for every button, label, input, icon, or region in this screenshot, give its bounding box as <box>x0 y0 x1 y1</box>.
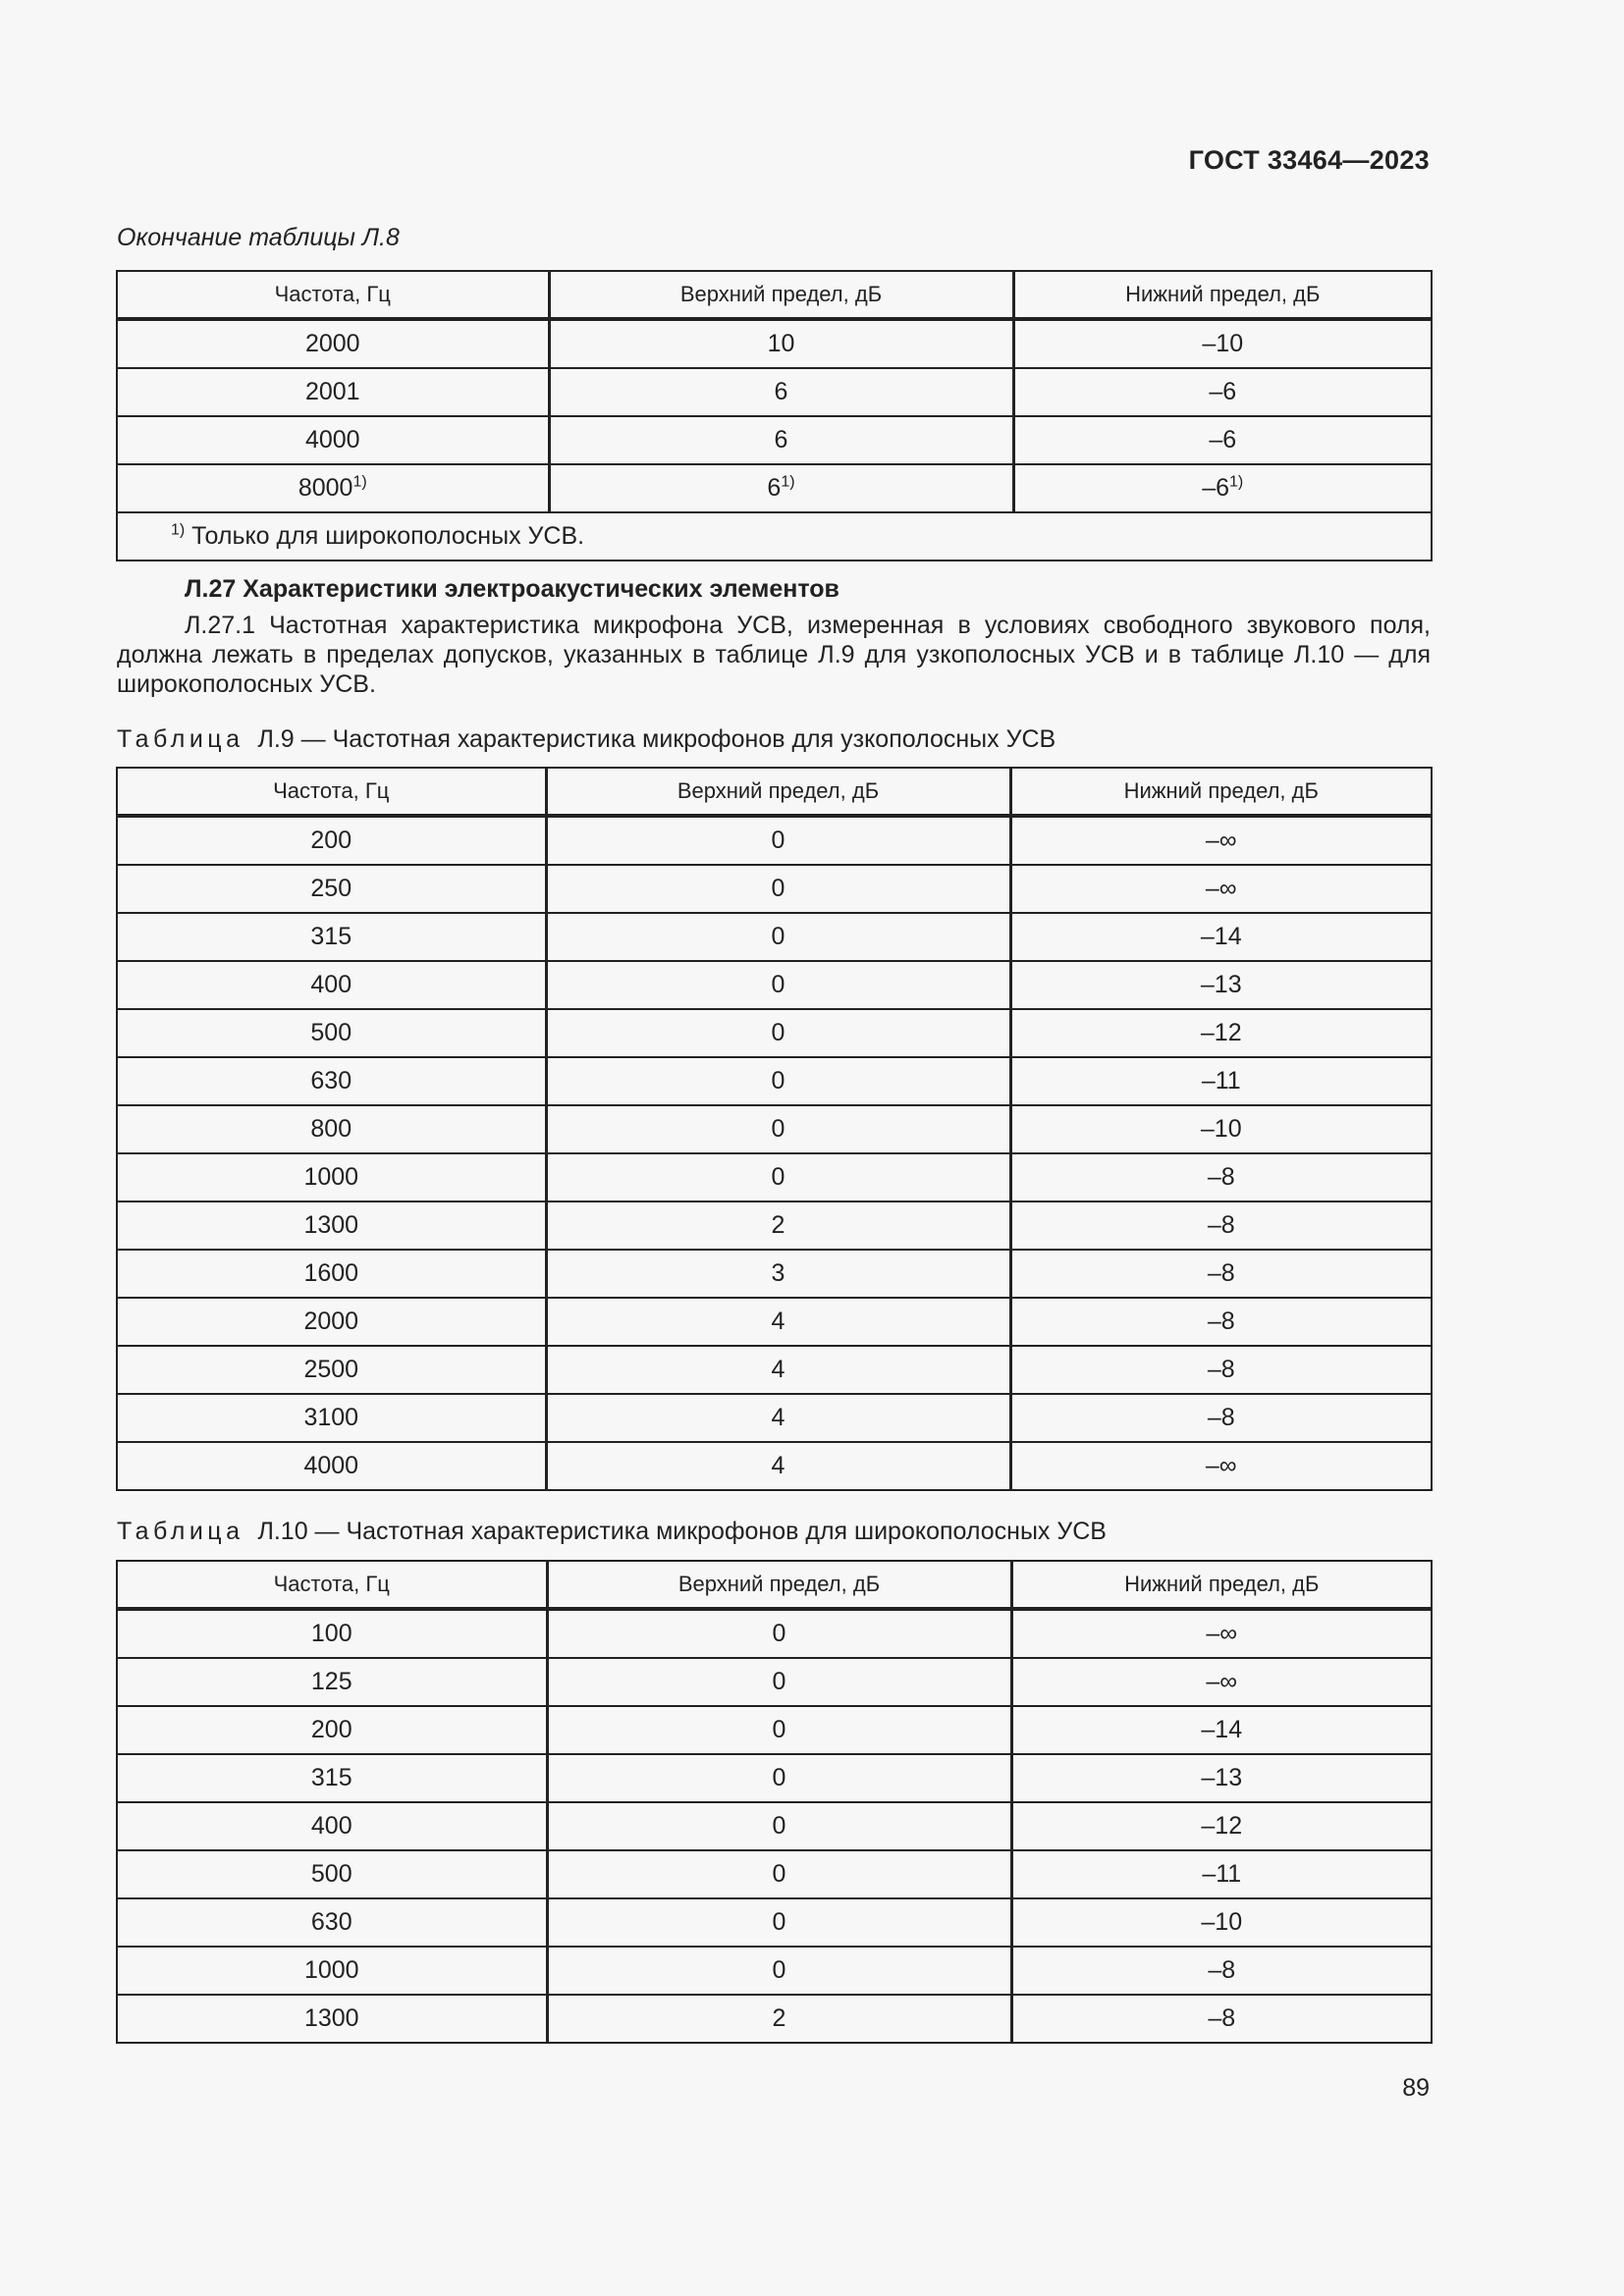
cell-lower-limit: –8 <box>1011 1947 1432 1995</box>
table-row <box>117 1850 1432 1898</box>
table-row <box>117 1250 1432 1298</box>
cell-upper-limit: 4 <box>546 1298 1010 1346</box>
table-row <box>117 1609 1432 1658</box>
cell-upper-limit: 6 <box>549 416 1013 464</box>
table-row <box>117 865 1432 913</box>
cell-upper-limit: 2 <box>546 1201 1010 1250</box>
table-row <box>117 319 1432 368</box>
cell-lower-limit: –10 <box>1010 1105 1432 1153</box>
table-row <box>117 816 1432 865</box>
column-header-lower-limit: Нижний предел, дБ <box>1011 1561 1432 1609</box>
table-l8-end <box>116 270 1433 561</box>
cell-lower-limit: –12 <box>1010 1009 1432 1057</box>
caption-title: Л.9 — Частотная характеристика микрофонов для узкополосных УСВ <box>257 725 1056 753</box>
cell-lower-limit: –11 <box>1011 1850 1432 1898</box>
caption-label: Таблица <box>117 1518 244 1545</box>
cell-frequency: 400 <box>117 1802 547 1850</box>
column-header-lower-limit: Нижний предел, дБ <box>1010 768 1432 816</box>
cell-upper-limit: 0 <box>546 865 1010 913</box>
cell-frequency: 315 <box>117 913 546 961</box>
cell-frequency: 1600 <box>117 1250 546 1298</box>
cell-upper-limit: 0 <box>547 1706 1011 1754</box>
table-row <box>117 1947 1432 1995</box>
cell-frequency: 2000 <box>117 1298 546 1346</box>
cell-upper-limit: 10 <box>549 319 1013 368</box>
table-row <box>117 1105 1432 1153</box>
cell-lower-limit: –8 <box>1010 1153 1432 1201</box>
cell-frequency: 4000 <box>117 1442 546 1490</box>
cell-frequency: 315 <box>117 1754 547 1802</box>
table-row <box>117 1658 1432 1706</box>
table-row <box>117 1057 1432 1105</box>
cell-frequency: 200 <box>117 1706 547 1754</box>
table-row <box>117 961 1432 1009</box>
table-row <box>117 1346 1432 1394</box>
cell-upper-limit: 0 <box>546 1153 1010 1201</box>
cell-upper-limit: 6 <box>549 368 1013 416</box>
table-row <box>117 1802 1432 1850</box>
cell-lower-limit: –8 <box>1011 1995 1432 2043</box>
cell-frequency: 1000 <box>117 1153 546 1201</box>
cell-lower-limit: –8 <box>1010 1201 1432 1250</box>
table-row <box>117 1009 1432 1057</box>
document-code: ГОСТ 33464—2023 <box>1188 145 1430 175</box>
cell-lower-limit: –10 <box>1013 319 1432 368</box>
cell-lower-limit: –10 <box>1011 1898 1432 1947</box>
footnote-mark: 1) <box>352 473 367 491</box>
footnote-mark: 1) <box>171 521 186 539</box>
cell-upper-limit: 0 <box>546 961 1010 1009</box>
cell-lower-limit: –8 <box>1010 1394 1432 1442</box>
cell-upper-limit: 0 <box>547 1850 1011 1898</box>
table-l8-continuation-caption: Окончание таблицы Л.8 <box>117 224 400 251</box>
cell-frequency: 2000 <box>117 319 549 368</box>
cell-frequency: 800 <box>117 1105 546 1153</box>
table-row <box>117 1153 1432 1201</box>
table-row <box>117 1394 1432 1442</box>
table-row <box>117 913 1432 961</box>
column-header-upper-limit: Верхний предел, дБ <box>547 1561 1011 1609</box>
cell-frequency: 3100 <box>117 1394 546 1442</box>
cell-lower-limit: –∞ <box>1010 865 1432 913</box>
cell-upper-limit: 0 <box>547 1609 1011 1658</box>
column-header-frequency: Частота, Гц <box>117 768 546 816</box>
cell-frequency: 630 <box>117 1898 547 1947</box>
column-header-frequency: Частота, Гц <box>117 271 549 319</box>
cell-frequency: 2001 <box>117 368 549 416</box>
table-row <box>117 1995 1432 2043</box>
cell-upper-limit-footnoted <box>549 464 1013 512</box>
table-row <box>117 1898 1432 1947</box>
cell-value: 6 <box>767 474 782 502</box>
table-l9 <box>116 767 1433 1491</box>
table-row <box>117 1706 1432 1754</box>
cell-lower-limit: –8 <box>1010 1298 1432 1346</box>
section-paragraph <box>117 611 1431 699</box>
cell-lower-limit: –∞ <box>1011 1609 1432 1658</box>
cell-lower-limit: –13 <box>1011 1754 1432 1802</box>
table-row <box>117 368 1432 416</box>
cell-upper-limit: 0 <box>546 1105 1010 1153</box>
cell-frequency: 200 <box>117 816 546 865</box>
cell-upper-limit: 2 <box>547 1995 1011 2043</box>
cell-frequency: 1000 <box>117 1947 547 1995</box>
cell-frequency: 250 <box>117 865 546 913</box>
table-l10-caption <box>117 1518 1107 1546</box>
cell-frequency-footnoted <box>117 464 549 512</box>
cell-upper-limit: 0 <box>547 1658 1011 1706</box>
cell-upper-limit: 4 <box>546 1442 1010 1490</box>
cell-upper-limit: 4 <box>546 1394 1010 1442</box>
cell-upper-limit: 0 <box>547 1802 1011 1850</box>
table-footnote-row <box>117 512 1432 561</box>
column-header-frequency: Частота, Гц <box>117 1561 547 1609</box>
cell-lower-limit: –13 <box>1010 961 1432 1009</box>
column-header-upper-limit: Верхний предел, дБ <box>549 271 1013 319</box>
cell-lower-limit: –14 <box>1010 913 1432 961</box>
table-footnote <box>117 512 1432 561</box>
cell-lower-limit: –14 <box>1011 1706 1432 1754</box>
cell-lower-limit: –8 <box>1010 1346 1432 1394</box>
table-l9-caption <box>117 725 1056 754</box>
column-header-upper-limit: Верхний предел, дБ <box>546 768 1010 816</box>
cell-lower-limit: –12 <box>1011 1802 1432 1850</box>
cell-lower-limit: –6 <box>1013 416 1432 464</box>
cell-upper-limit: 0 <box>547 1754 1011 1802</box>
cell-frequency: 1300 <box>117 1201 546 1250</box>
cell-lower-limit-footnoted <box>1013 464 1432 512</box>
cell-frequency: 400 <box>117 961 546 1009</box>
footnote-mark: 1) <box>1229 473 1244 491</box>
cell-upper-limit: 0 <box>547 1898 1011 1947</box>
cell-frequency: 2500 <box>117 1346 546 1394</box>
table-row <box>117 1298 1432 1346</box>
cell-upper-limit: 0 <box>546 913 1010 961</box>
cell-upper-limit: 0 <box>546 1009 1010 1057</box>
paragraph-text: Л.27.1 Частотная характеристика микрофона УСВ, измеренная в условиях свободного звукового поля, должна лежать в пределах допусков, указанных в таблице Л.9 для узкополосных УСВ и в таблице Л.10 — для широкополосных УСВ. <box>117 612 1431 698</box>
cell-value: 8000 <box>298 474 353 502</box>
cell-lower-limit: –11 <box>1010 1057 1432 1105</box>
cell-frequency: 500 <box>117 1009 546 1057</box>
cell-upper-limit: 4 <box>546 1346 1010 1394</box>
table-row <box>117 416 1432 464</box>
cell-frequency: 1300 <box>117 1995 547 2043</box>
cell-lower-limit: –∞ <box>1011 1658 1432 1706</box>
cell-upper-limit: 0 <box>546 1057 1010 1105</box>
cell-frequency: 100 <box>117 1609 547 1658</box>
table-row <box>117 1442 1432 1490</box>
cell-upper-limit: 3 <box>546 1250 1010 1298</box>
caption-label: Таблица <box>117 725 244 753</box>
section-heading: Л.27 Характеристики электроакустических элементов <box>185 575 839 603</box>
footnote-mark: 1) <box>781 473 795 491</box>
table-l10 <box>116 1560 1433 2044</box>
cell-frequency: 500 <box>117 1850 547 1898</box>
cell-frequency: 125 <box>117 1658 547 1706</box>
table-row <box>117 464 1432 512</box>
column-header-lower-limit: Нижний предел, дБ <box>1013 271 1432 319</box>
cell-lower-limit: –6 <box>1013 368 1432 416</box>
footnote-text: Только для широкополосных УСВ. <box>185 522 585 550</box>
caption-title: Л.10 — Частотная характеристика микрофонов для широкополосных УСВ <box>257 1518 1107 1545</box>
cell-upper-limit: 0 <box>547 1947 1011 1995</box>
table-row <box>117 1754 1432 1802</box>
cell-upper-limit: 0 <box>546 816 1010 865</box>
cell-value: –6 <box>1202 474 1230 502</box>
cell-lower-limit: –8 <box>1010 1250 1432 1298</box>
page-number: 89 <box>1402 2074 1430 2102</box>
cell-frequency: 4000 <box>117 416 549 464</box>
cell-lower-limit: –∞ <box>1010 816 1432 865</box>
table-row <box>117 1201 1432 1250</box>
cell-frequency: 630 <box>117 1057 546 1105</box>
cell-lower-limit: –∞ <box>1010 1442 1432 1490</box>
